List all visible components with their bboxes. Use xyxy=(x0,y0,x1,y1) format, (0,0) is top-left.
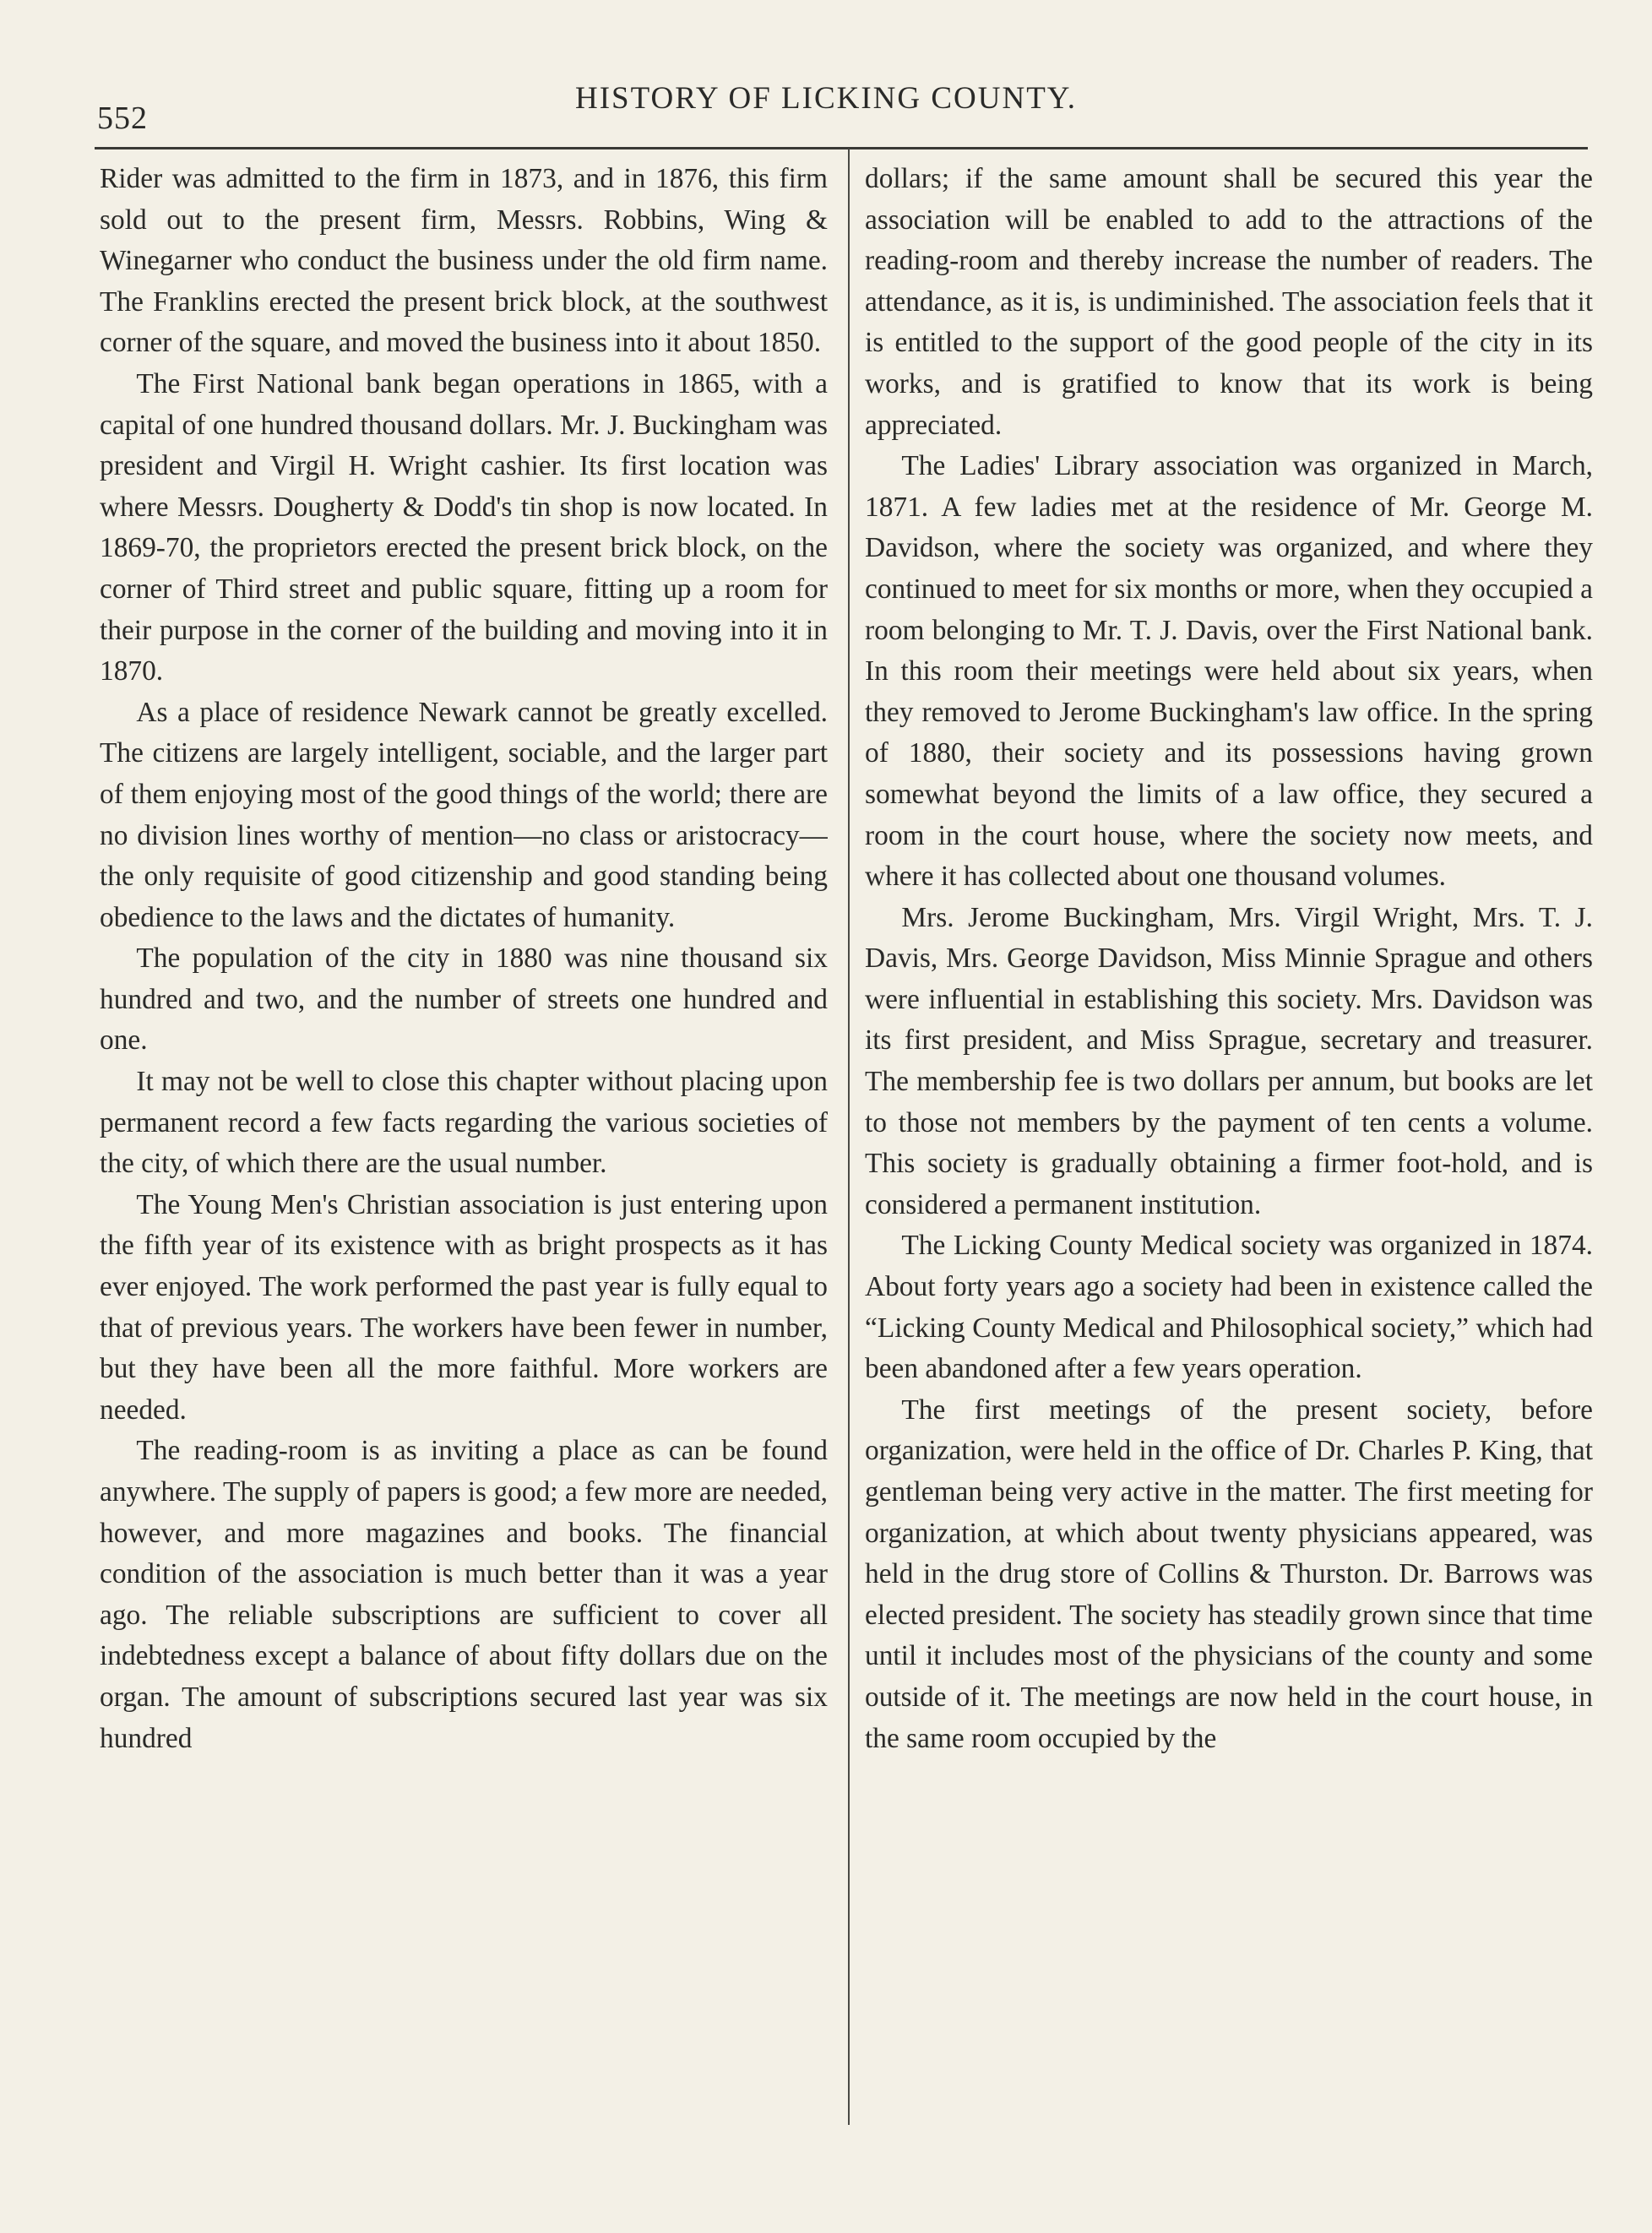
paragraph: dollars; if the same amount shall be secured this year the association will be enabled to add to the attractions of the reading-room and thereby increase the number of readers. The attendance, as it is, is undiminished. The association feels that it is entitled to the support of the good people of the city in its works, and is gratified to know that its work is being appreciated. xyxy=(865,163,1593,441)
page-number: 552 xyxy=(97,101,148,136)
paragraph: The Young Men's Christian association is just entering upon the fifth year of its existence with as bright prospects as it has ever enjoyed. The work performed the past year is fully equal to that of previous years. The workers have been fewer in number, but they have been all the more faithful. More workers are needed. xyxy=(100,1188,828,1426)
column-divider xyxy=(848,149,850,2125)
left-column xyxy=(100,159,828,2127)
paragraph: The Licking County Medical society was organized in 1874. About forty years ago a society had been in existence called the “Licking County Medical and Philosophical society,” which had been abandoned after a few years operation. xyxy=(865,1230,1593,1385)
paragraph: Mrs. Jerome Buckingham, Mrs. Virgil Wright, Mrs. T. J. Davis, Mrs. George Davidson, Miss Minnie Sprague and others were influential in establishing this society. Mrs. Davidson was its first president, and Miss Sprague, secretary and treasurer. The membership fee is two dollars per annum, but books are let to those not members by the payment of ten cents a volume. This society is gradually obtaining a firmer foot-hold, and is considered a permanent institution. xyxy=(865,901,1593,1220)
paragraph: The reading-room is as inviting a place as can be found anywhere. The supply of papers is good; a few more are needed, however, and more magazines and books. The financial condition of the association is much better than it was a year ago. The reliable subscriptions are sufficient to cover all indebtedness except a balance of about fifty dollars due on the organ. The amount of subscriptions secured last year was six hundred xyxy=(100,1435,828,1754)
running-head: HISTORY OF LICKING COUNTY. xyxy=(574,81,1078,116)
header-rule xyxy=(95,147,1588,149)
paragraph: The First National bank began operations in 1865, with a capital of one hundred thousand dollars. Mr. J. Buckingham was president and Virgil H. Wright cashier. Its first location was where Messrs. Dougherty & Dodd's tin shop is now located. In 1869-70, the proprietors erected the present brick block, on the corner of Third street and public square, fitting up a room for their purpose in the corner of the building and moving into it in 1870. xyxy=(100,367,828,687)
paragraph: As a place of residence Newark cannot be greatly excelled. The citizens are largely intelligent, sociable, and the larger part of them enjoying most of the good things of the world; there are no division lines worthy of mention—no class or aristocracy—the only requisite of good citizenship and good standing being obedience to the laws and the dictates of humanity. xyxy=(100,696,828,933)
right-column xyxy=(865,159,1593,2127)
paragraph: The first meetings of the present society, before organization, were held in the office of Dr. Charles P. King, that gentleman being very active in the matter. The first meeting for organization, at which about twenty physicians appeared, was held in the drug store of Collins & Thurston. Dr. Barrows was elected president. The society has steadily grown since that time until it includes most of the physicians of the county and some outside of it. The meetings are now held in the court house, in the same room occupied by the xyxy=(865,1394,1593,1754)
paragraph: It may not be well to close this chapter without placing upon permanent record a few facts regarding the various societies of the city, of which there are the usual number. xyxy=(100,1066,828,1180)
paragraph: The population of the city in 1880 was nine thousand six hundred and two, and the number of streets one hundred and one. xyxy=(100,943,828,1057)
paragraph: Rider was admitted to the firm in 1873, and in 1876, this firm sold out to the present firm, Messrs. Robbins, Wing & Winegarner who conduct the business under the old firm name. The Franklins erected the present brick block, at the southwest corner of the square, and moved the business into it about 1850. xyxy=(100,163,828,359)
paragraph: The Ladies' Library association was organized in March, 1871. A few ladies met at the residence of Mr. George M. Davidson, where the society was organized, and where they continued to meet for six months or more, when they occupied a room belonging to Mr. T. J. Davis, over the First National bank. In this room their meetings were held about six years, when they removed to Jerome Buckingham's law office. In the spring of 1880, their society and its possessions having grown somewhat beyond the limits of a law office, they secured a room in the court house, where the society now meets, and where it has collected about one thousand volumes. xyxy=(865,450,1593,893)
